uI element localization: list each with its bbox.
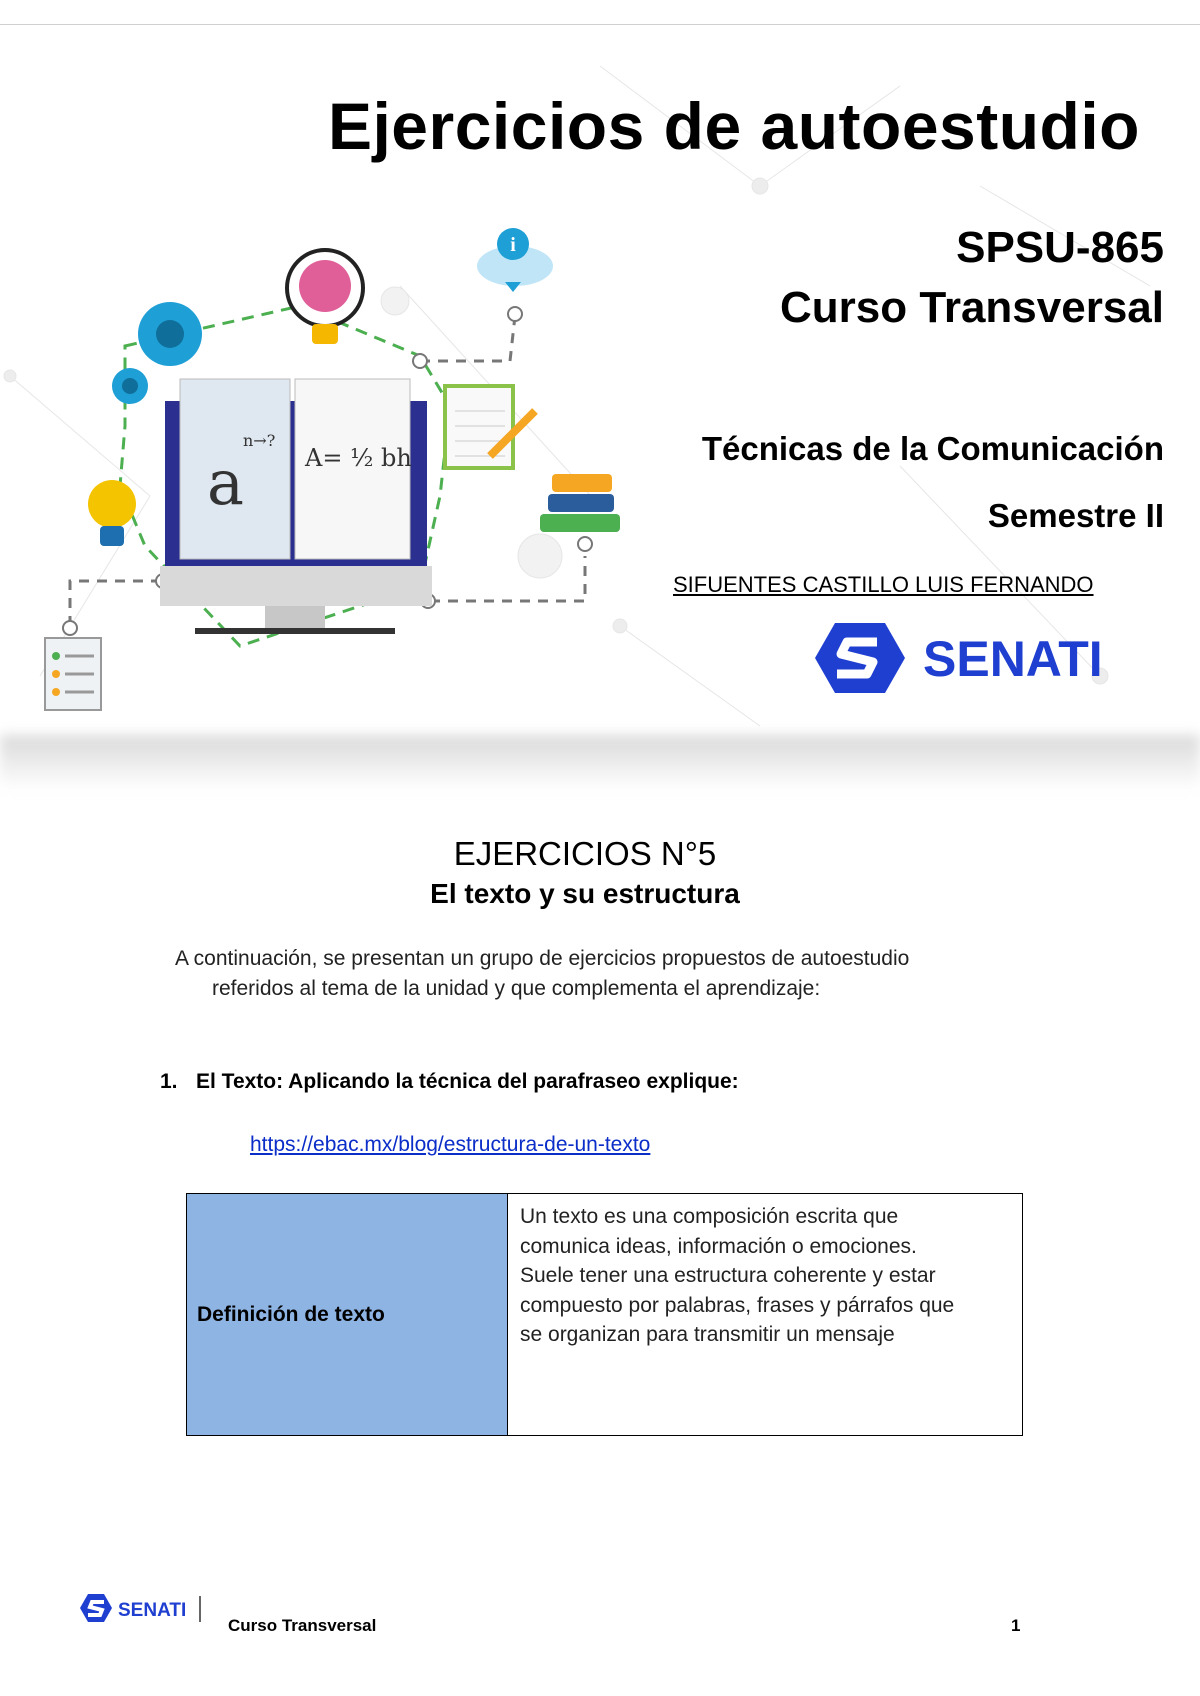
- svg-text:A= ½ bh: A= ½ bh: [305, 444, 412, 472]
- lightbulb-icon: [88, 480, 136, 546]
- intro-line-1: A continuación, se presentan un grupo de ejercicios propuestos de autoestudio: [175, 947, 910, 970]
- exercise-heading: EJERCICIOS N°5: [453, 835, 717, 872]
- course-block: [780, 218, 1164, 338]
- definition-label: Definición de texto: [187, 1194, 508, 1436]
- semester: Semestre II: [987, 497, 1164, 534]
- senati-wordmark: SENATI: [923, 631, 1103, 687]
- question-1: [160, 1070, 739, 1094]
- footer-course: Curso Transversal: [228, 1616, 377, 1635]
- answer-line: compuesto por palabras, frases y párrafos que: [520, 1293, 955, 1317]
- page-number: 1: [1011, 1616, 1021, 1635]
- footer-logo: [80, 1592, 210, 1631]
- brain-lightbulb-icon: [287, 250, 363, 344]
- author-name: SIFUENTES CASTILLO LUIS FERNANDO: [673, 572, 1094, 597]
- course-type: Curso Transversal: [780, 283, 1164, 332]
- books-icon: [540, 474, 620, 532]
- answer-line: Un texto es una composición escrita que: [520, 1205, 899, 1228]
- computer-monitor-icon: [160, 379, 432, 634]
- checklist-icon: [45, 638, 101, 710]
- table-row: [187, 1194, 1023, 1436]
- question-text: El Texto: Aplicando la técnica del parafraseo explique:: [196, 1070, 739, 1093]
- definition-table: [186, 1193, 1023, 1436]
- cloud-info-icon: [477, 228, 553, 292]
- cover-shadow: [0, 735, 1200, 790]
- top-rule: [0, 24, 1200, 25]
- document-title: Ejercicios de autoestudio: [327, 89, 1140, 163]
- course-code: SPSU-865: [956, 223, 1164, 272]
- senati-logo: [815, 618, 1125, 703]
- notepad-pencil-icon: [445, 386, 535, 468]
- svg-text:i: i: [510, 234, 516, 256]
- course-name: Técnicas de la Comunicación: [701, 430, 1164, 467]
- svg-text:a: a: [207, 446, 244, 519]
- svg-text:n→?: n→?: [243, 431, 276, 450]
- answer-line: Suele tener una estructura coherente y estar: [520, 1264, 936, 1287]
- answer-line: se organizan para transmitir un mensaje: [520, 1323, 895, 1346]
- reference-link[interactable]: https://ebac.mx/blog/estructura-de-un-texto: [250, 1133, 651, 1156]
- answer-line: comunica ideas, información o emociones.: [520, 1234, 917, 1258]
- definition-answer[interactable]: [508, 1194, 1023, 1436]
- question-number: 1.: [160, 1070, 178, 1093]
- footer-wordmark: SENATI: [118, 1600, 187, 1621]
- exercise-subheading: El texto y su estructura: [430, 878, 740, 909]
- intro-line-2: referidos al tema de la unidad y que complementa el aprendizaje:: [212, 977, 821, 1000]
